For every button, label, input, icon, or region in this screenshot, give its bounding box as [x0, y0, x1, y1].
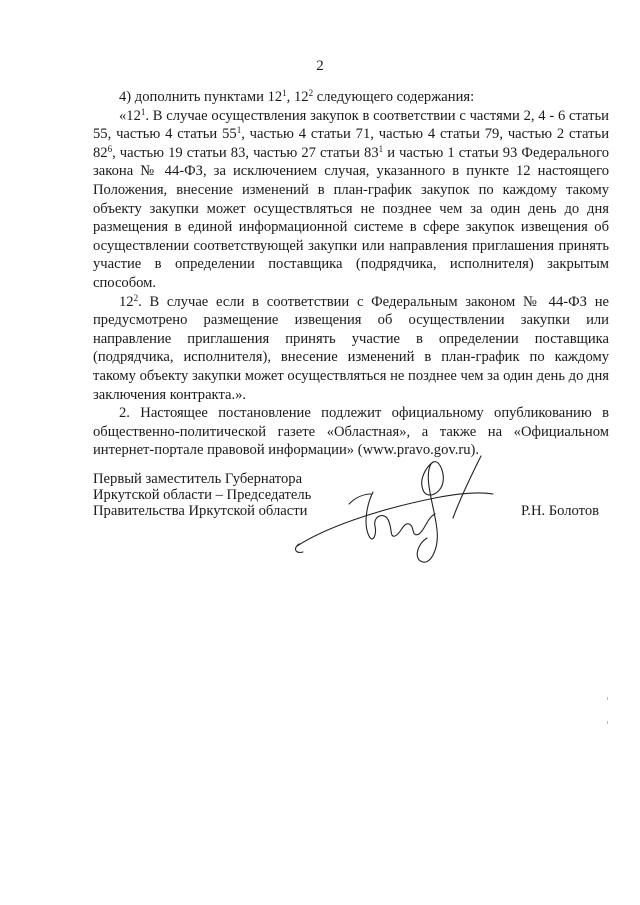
paragraph-item-2: 2. Настоящее постановление подлежит официальному опубликованию в общественно-политической газете «Областная», а также на «Официальном интернет-портале правовой информации» (www.pravo.gov.ru). [93, 405, 609, 459]
signatory-title-line: Правительства Иркутской области [93, 503, 308, 519]
signatory-title-line: Иркутской области – Председатель [93, 487, 312, 503]
signatory-title-line: Первый заместитель Губернатора [93, 471, 303, 487]
scan-artifact [607, 721, 608, 724]
signatory-title [93, 471, 311, 519]
paragraph-item-4: 4) дополнить пунктами $12^1$, $12^2$ следующего содержания: [119, 88, 475, 105]
document-body [93, 88, 609, 460]
paragraph-12-1: «$12^1$. В случае осуществления закупок в соответствии с частями 2, 4 - 6 статьи 55, частью 4 статьи $55^1$, частью 4 статьи 71, частью 4 статьи 79, частью 2 статьи $82^6$, частью 19 статьи 83, частью 27 статьи $83^1$ и частью 1 статьи 93 Федерального закона № 44-ФЗ, за исключением случая, указанного в пункте 12 настоящего Положения, внесение изменений в план-график закупок по каждому такому объекту закупки может осуществляться не позднее чем за один день до дня размещения в единой информационной системе в сфере закупок извещения об осуществлении соответствующей закупки или направления приглашения принять участие в определении поставщика (подрядчика, исполнителя) закрытым способом. [93, 106, 610, 291]
paragraph-12-2: $12^2$. В случае если в соответствии с Федеральным законом № 44-ФЗ не предусмотрено размещение извещения об осуществлении закупки или направление приглашения принять участие в определении поставщика (подрядчика, исполнителя), внесение изменений в план-график по каждому такому объекту закупки может осуществляться не позднее чем за один день до дня заключения контракта.». [93, 292, 609, 403]
scan-artifact [607, 697, 608, 700]
page-number: 2 [316, 58, 324, 74]
signer-name: Р.Н. Болотов [521, 503, 600, 519]
handwritten-signature [285, 448, 505, 573]
